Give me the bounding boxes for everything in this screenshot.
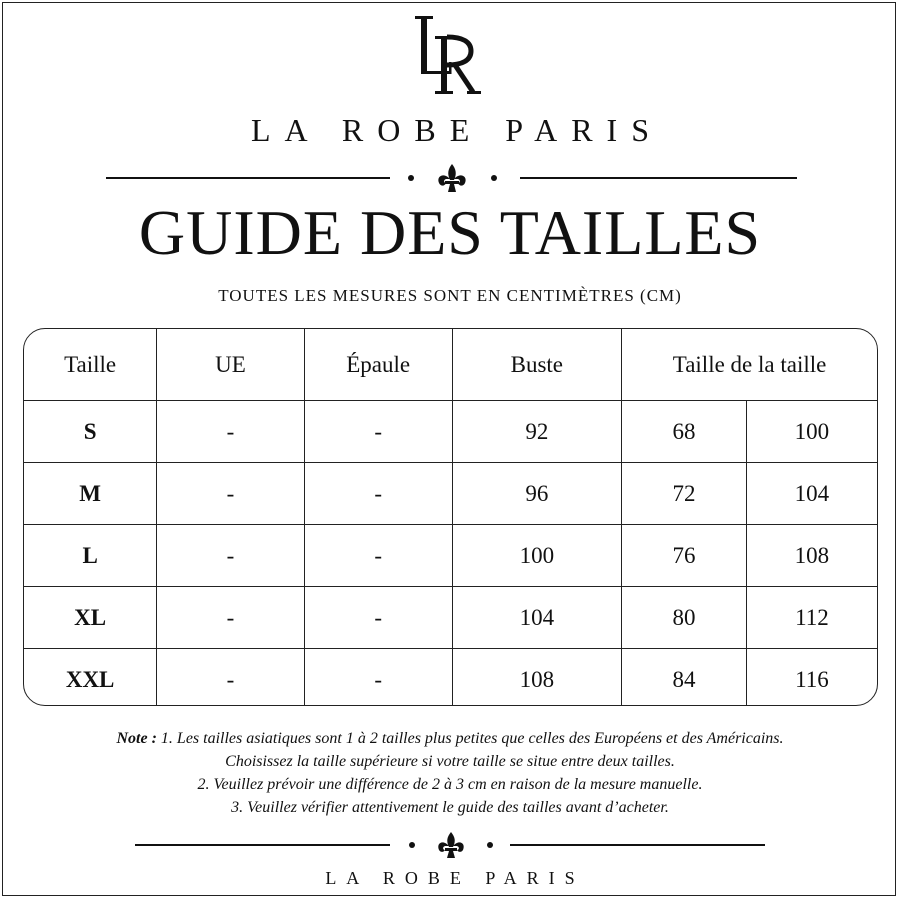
cell-epaule: - <box>304 525 452 587</box>
cell-taille-max: 116 <box>746 649 877 707</box>
lr-monogram-logo <box>405 10 495 100</box>
cell-size: XL <box>24 587 157 649</box>
cell-taille-min: 68 <box>622 401 747 463</box>
table-row <box>24 463 877 525</box>
bottom-divider <box>0 830 900 860</box>
table-row <box>24 587 877 649</box>
cell-taille-min: 72 <box>622 463 747 525</box>
cell-size: L <box>24 525 157 587</box>
table-row <box>24 525 877 587</box>
dot-icon <box>409 842 415 848</box>
header-buste: Buste <box>452 329 622 401</box>
cell-taille-max: 100 <box>746 401 877 463</box>
dot-icon <box>487 842 493 848</box>
note-line-4: 3. Veuillez vérifier attentivement le guide des tailles avant d’acheter. <box>231 799 669 816</box>
note-line-3: 2. Veuillez prévoir une différence de 2 à 3 cm en raison de la mesure manuelle. <box>197 776 703 793</box>
top-divider <box>0 162 900 192</box>
fleur-de-lis-icon <box>438 164 465 192</box>
cell-epaule: - <box>304 649 452 707</box>
cell-size: S <box>24 401 157 463</box>
dot-icon <box>408 175 414 181</box>
cell-taille-min: 80 <box>622 587 747 649</box>
fleur-de-lis-icon <box>438 832 463 858</box>
cell-taille-max: 112 <box>746 587 877 649</box>
header-taille: Taille <box>24 329 157 401</box>
notes-block <box>0 727 900 819</box>
cell-taille-max: 104 <box>746 463 877 525</box>
cell-taille-min: 76 <box>622 525 747 587</box>
header-epaule: Épaule <box>304 329 452 401</box>
dot-icon <box>491 175 497 181</box>
note-text-1: 1. Les tailles asiatiques sont 1 à 2 tailles plus petites que celles des Européens et des Américains. <box>156 730 784 747</box>
cell-epaule: - <box>304 401 452 463</box>
cell-ue: - <box>157 401 305 463</box>
note-label: Note : <box>116 730 157 747</box>
brand-name-bottom: LA ROBE PARIS <box>325 868 585 888</box>
page-subtitle: TOUTES LES MESURES SONT EN CENTIMÈTRES (CM) <box>218 286 682 305</box>
size-table <box>23 328 878 706</box>
header-ue: UE <box>157 329 305 401</box>
table-row <box>24 401 877 463</box>
cell-size: XXL <box>24 649 157 707</box>
brand-name-top: LA ROBE PARIS <box>251 112 663 148</box>
note-line-2: Choisissez la taille supérieure si votre taille se situe entre deux tailles. <box>225 753 675 770</box>
page-title: GUIDE DES TAILLES <box>138 197 762 268</box>
cell-buste: 92 <box>452 401 622 463</box>
cell-buste: 100 <box>452 525 622 587</box>
brand-logo <box>0 10 900 100</box>
table-header-row <box>24 329 877 401</box>
cell-taille-max: 108 <box>746 525 877 587</box>
cell-epaule: - <box>304 587 452 649</box>
cell-buste: 104 <box>452 587 622 649</box>
size-table-grid <box>24 329 877 706</box>
table-row <box>24 649 877 707</box>
cell-buste: 96 <box>452 463 622 525</box>
cell-ue: - <box>157 649 305 707</box>
header-taille-de-la-taille: Taille de la taille <box>622 329 877 401</box>
cell-epaule: - <box>304 463 452 525</box>
cell-ue: - <box>157 525 305 587</box>
cell-ue: - <box>157 587 305 649</box>
cell-buste: 108 <box>452 649 622 707</box>
cell-ue: - <box>157 463 305 525</box>
cell-size: M <box>24 463 157 525</box>
note-line-1 <box>0 727 900 750</box>
cell-taille-min: 84 <box>622 649 747 707</box>
